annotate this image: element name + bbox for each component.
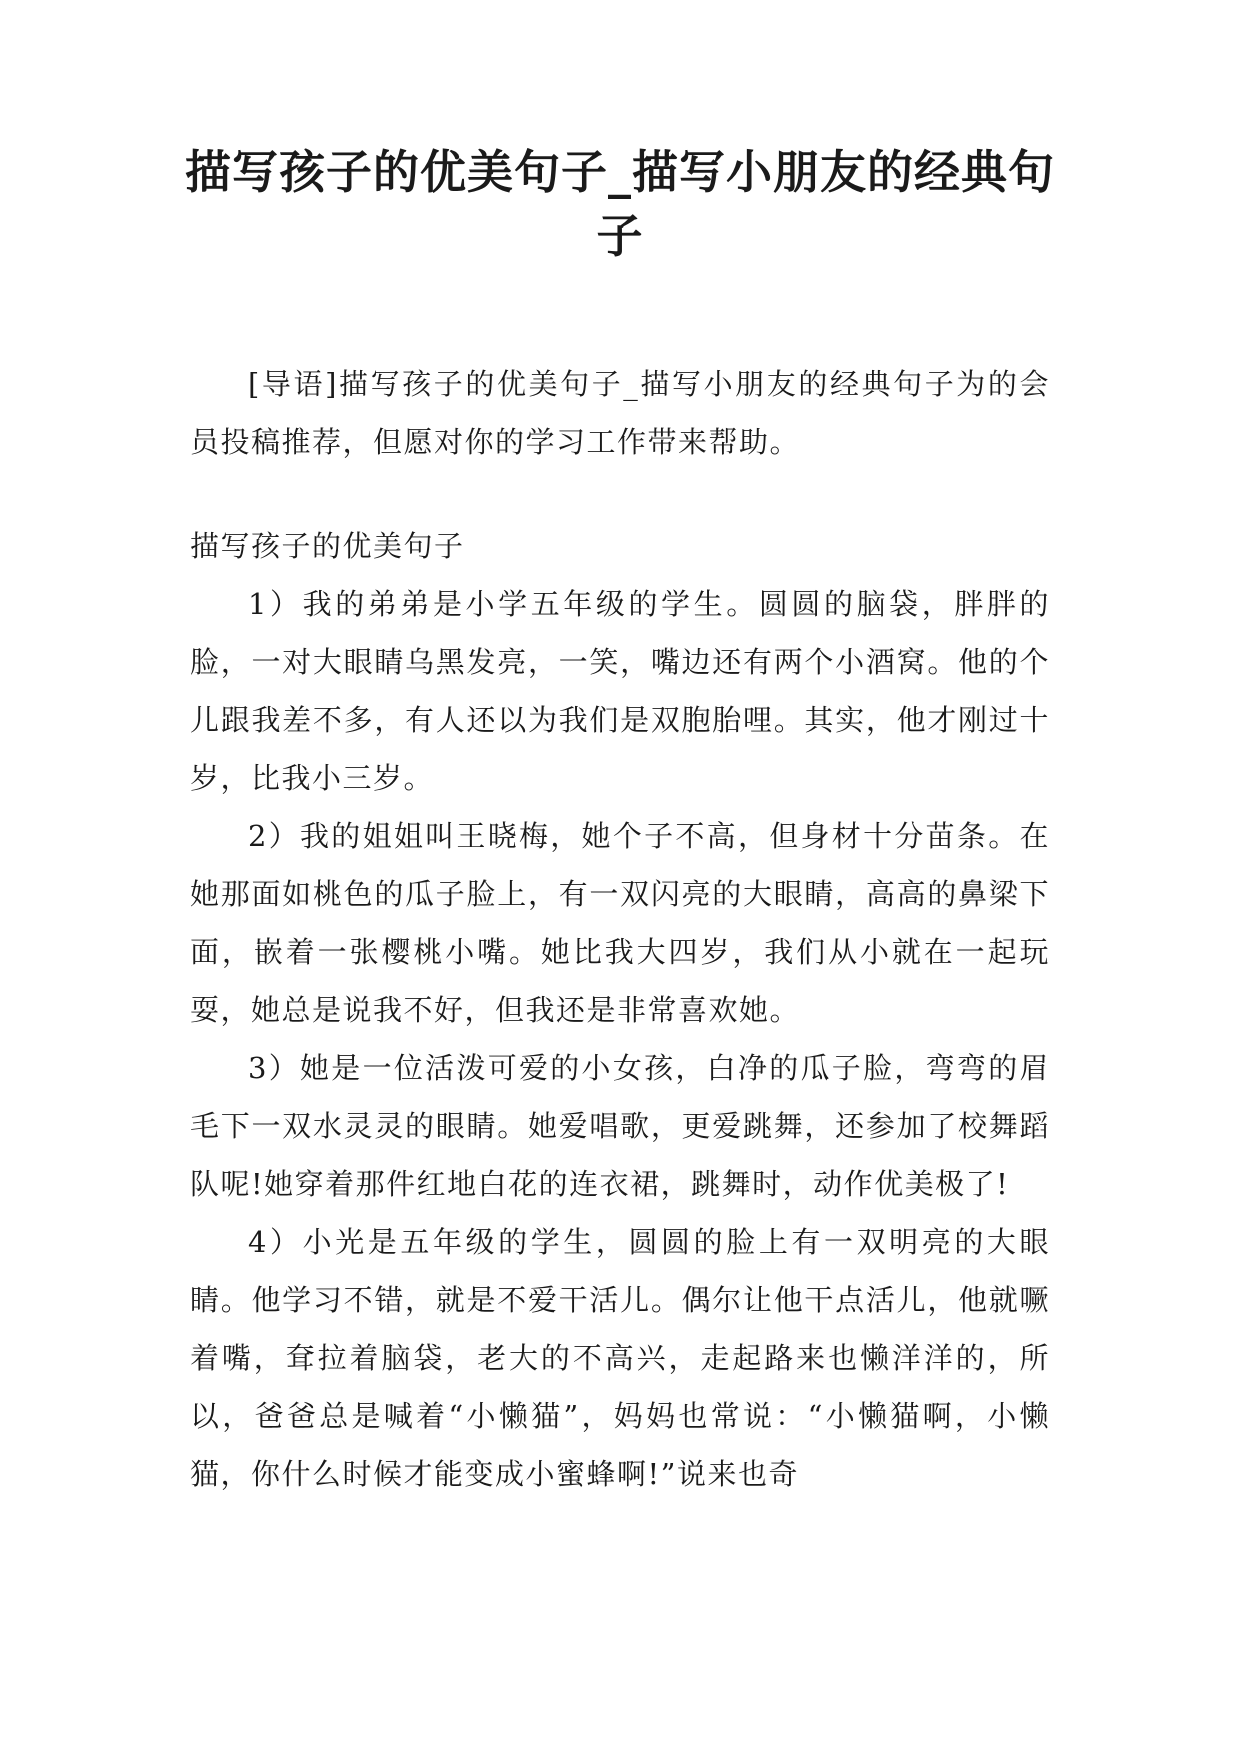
intro-paragraph: [导语]描写孩子的优美句子_描写小朋友的经典句子为的会员投稿推荐，但愿对你的学习工作带来帮助。 xyxy=(190,367,1050,459)
paragraph-2: 2）我的姐姐叫王晓梅，她个子不高，但身材十分苗条。在她那面如桃色的瓜子脸上，有一双闪亮的大眼睛，高高的鼻梁下面，嵌着一张樱桃小嘴。她比我大四岁，我们从小就在一起玩耍，她总是说我不好，但我还是非常喜欢她。 xyxy=(190,819,1050,1027)
paragraph-1: 1）我的弟弟是小学五年级的学生。圆圆的脑袋，胖胖的脸，一对大眼睛乌黑发亮，一笑，嘴边还有两个小酒窝。他的个儿跟我差不多，有人还以为我们是双胞胎哩。其实，他才刚过十岁，比我小三岁。 xyxy=(190,587,1050,795)
paragraph-3: 3）她是一位活泼可爱的小女孩，白净的瓜子脸，弯弯的眉毛下一双水灵灵的眼睛。她爱唱歌，更爱跳舞，还参加了校舞蹈队呢!她穿着那件红地白花的连衣裙，跳舞时，动作优美极了! xyxy=(190,1051,1050,1201)
paragraph-4: 4）小光是五年级的学生，圆圆的脸上有一双明亮的大眼睛。他学习不错，就是不爱干活儿。偶尔让他干点活儿，他就噘着嘴，耷拉着脑袋，老大的不高兴，走起路来也懒洋洋的，所以，爸爸总是喊着“小懒猫”，妈妈也常说：“小懒猫啊，小懒猫，你什么时候才能变成小蜜蜂啊!”说来也奇 xyxy=(190,1225,1050,1491)
section-heading: 描写孩子的优美句子 xyxy=(190,529,465,563)
document-body xyxy=(190,355,1050,1503)
document-title: 描写孩子的优美句子_描写小朋友的经典句子 xyxy=(185,145,1055,263)
